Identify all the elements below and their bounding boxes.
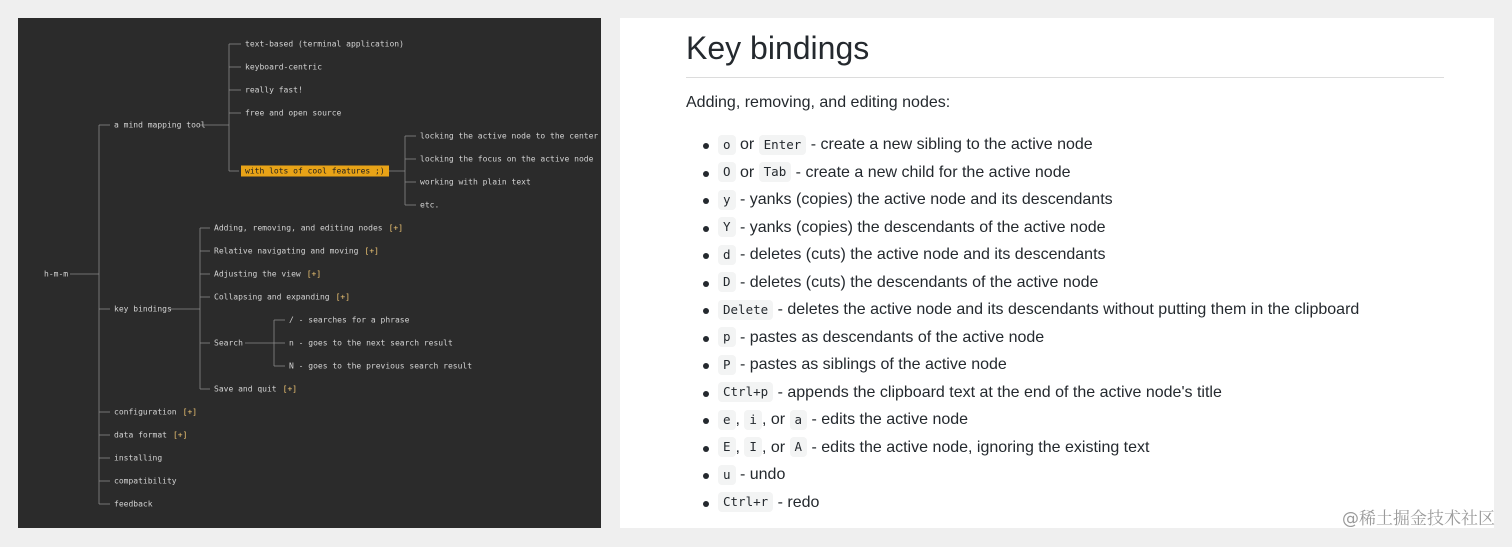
mm-node-locking-center[interactable]: locking the active node to the center <box>420 131 599 141</box>
key-code: i <box>744 410 762 430</box>
mm-node-adding[interactable] <box>214 223 403 234</box>
mm-node-plain-text[interactable]: working with plain text <box>420 177 531 187</box>
key-description: - edits the active node, ignoring the existing text <box>807 438 1150 456</box>
key-separator: , or <box>761 411 790 429</box>
key-separator: , <box>735 438 745 456</box>
key-code: P <box>718 355 736 375</box>
bullet-icon <box>703 281 709 287</box>
key-description: - deletes (cuts) the active node and its descendants <box>735 246 1106 264</box>
bullet-icon <box>703 418 709 424</box>
mm-node-etc[interactable]: etc. <box>420 200 440 210</box>
bullet-icon <box>703 336 709 342</box>
mm-node-search-prev[interactable]: N - goes to the previous search result <box>289 361 473 371</box>
bullet-icon <box>703 473 709 479</box>
mm-node-configuration[interactable] <box>114 407 197 418</box>
key-code: E <box>718 437 736 457</box>
key-code: Enter <box>759 135 807 155</box>
key-binding-item <box>686 324 1359 352</box>
bullet-icon <box>703 308 709 314</box>
key-description: - yanks (copies) the descendants of the active node <box>735 218 1106 236</box>
key-separator: , or <box>761 438 790 456</box>
key-binding-item <box>686 406 1359 434</box>
mm-node-compatibility[interactable]: compatibility <box>114 476 177 486</box>
key-binding-item <box>686 296 1359 324</box>
key-code: e <box>718 410 736 430</box>
mm-node-locking-focus[interactable]: locking the focus on the active node <box>420 154 594 164</box>
mm-node-feedback[interactable]: feedback <box>114 499 153 509</box>
mm-node-key-bindings[interactable]: key bindings <box>114 304 172 314</box>
key-binding-item <box>686 379 1359 407</box>
mm-node-installing[interactable]: installing <box>114 453 163 463</box>
key-description: - redo <box>773 493 820 511</box>
key-separator: or <box>735 136 759 154</box>
mm-node-free[interactable]: free and open source <box>245 108 342 118</box>
mm-node-save-quit[interactable] <box>214 384 297 395</box>
key-separator: , <box>735 411 745 429</box>
bullet-icon <box>703 446 709 452</box>
key-code: I <box>744 437 762 457</box>
key-description: - create a new sibling to the active node <box>806 136 1093 154</box>
key-description: - undo <box>735 466 786 484</box>
mm-node-search-next[interactable]: n - goes to the next search result <box>289 338 453 348</box>
mm-node-label: Save and quit <box>214 384 277 394</box>
key-code: Delete <box>718 300 773 320</box>
section-intro: Adding, removing, and editing nodes: <box>686 94 951 111</box>
mm-node-root[interactable]: h-m-m <box>44 269 69 279</box>
key-binding-item <box>686 269 1359 297</box>
key-description: - edits the active node <box>807 411 969 429</box>
mm-node-label: Adding, removing, and editing nodes <box>214 223 383 233</box>
mm-node-search[interactable]: Search <box>214 338 243 348</box>
mm-node-search-phrase[interactable]: / - searches for a phrase <box>289 315 410 325</box>
collapsed-marker: [+] <box>172 430 188 440</box>
key-binding-item <box>686 131 1359 159</box>
mm-node-data-format[interactable] <box>114 430 187 441</box>
key-code: o <box>718 135 736 155</box>
collapsed-marker: [+] <box>282 384 298 394</box>
title-divider <box>686 77 1444 78</box>
collapsed-marker: [+] <box>182 407 198 417</box>
key-binding-item <box>686 351 1359 379</box>
key-code: d <box>718 245 736 265</box>
key-description: - create a new child for the active node <box>791 163 1071 181</box>
collapsed-marker: [+] <box>306 269 322 279</box>
key-code: a <box>790 410 808 430</box>
key-binding-item <box>686 461 1359 489</box>
key-code: Ctrl+p <box>718 382 773 402</box>
key-code: D <box>718 272 736 292</box>
key-binding-item <box>686 489 1359 517</box>
key-binding-list <box>686 131 1359 516</box>
key-binding-item <box>686 434 1359 462</box>
mm-node-fast[interactable]: really fast! <box>245 85 303 95</box>
key-description: - pastes as descendants of the active node <box>735 328 1045 346</box>
bullet-icon <box>703 171 709 177</box>
key-binding-item <box>686 159 1359 187</box>
key-code: O <box>718 162 736 182</box>
mm-node-label: configuration <box>114 407 177 417</box>
bullet-icon <box>703 253 709 259</box>
key-description: - pastes as siblings of the active node <box>735 356 1007 374</box>
key-description: - deletes the active node and its descendants without putting them in the clipboard <box>773 301 1360 319</box>
mm-node-adjusting[interactable] <box>214 269 321 280</box>
bullet-icon <box>703 143 709 149</box>
terminal-window <box>18 18 601 528</box>
key-code: p <box>718 327 736 347</box>
mm-node-label: Adjusting the view <box>214 269 301 279</box>
key-code: y <box>718 190 736 210</box>
mm-node-mind-tool[interactable]: a mind mapping tool <box>114 120 206 130</box>
page-title: Key bindings <box>686 30 870 66</box>
documentation-panel <box>620 18 1494 528</box>
mm-node-label: Collapsing and expanding <box>214 292 330 302</box>
bullet-icon <box>703 226 709 232</box>
key-description: - yanks (copies) the active node and its descendants <box>735 191 1113 209</box>
collapsed-marker: [+] <box>388 223 404 233</box>
key-separator: or <box>735 163 759 181</box>
collapsed-marker: [+] <box>335 292 351 302</box>
mm-node-cool-features-active[interactable]: with lots of cool features ;) <box>241 166 389 177</box>
key-code: u <box>718 465 736 485</box>
bullet-icon <box>703 391 709 397</box>
bullet-icon <box>703 198 709 204</box>
key-binding-item <box>686 214 1359 242</box>
key-description: - deletes (cuts) the descendants of the active node <box>735 273 1099 291</box>
key-binding-item <box>686 241 1359 269</box>
bullet-icon <box>703 501 709 507</box>
mm-node-label: data format <box>114 430 167 440</box>
mm-node-keyboard[interactable]: keyboard-centric <box>245 62 323 72</box>
mm-node-collapsing[interactable] <box>214 292 350 303</box>
key-code: Tab <box>759 162 792 182</box>
key-code: Y <box>718 217 736 237</box>
key-code: A <box>790 437 808 457</box>
key-code: Ctrl+r <box>718 492 773 512</box>
mm-node-relative[interactable] <box>214 246 379 257</box>
mm-node-label: Relative navigating and moving <box>214 246 359 256</box>
key-description: - appends the clipboard text at the end of the active node's title <box>773 383 1222 401</box>
key-binding-item <box>686 186 1359 214</box>
mm-node-text-based[interactable]: text-based (terminal application) <box>245 39 404 49</box>
collapsed-marker: [+] <box>364 246 379 256</box>
bullet-icon <box>703 363 709 369</box>
watermark: @稀土掘金技术社区 <box>1342 509 1495 529</box>
